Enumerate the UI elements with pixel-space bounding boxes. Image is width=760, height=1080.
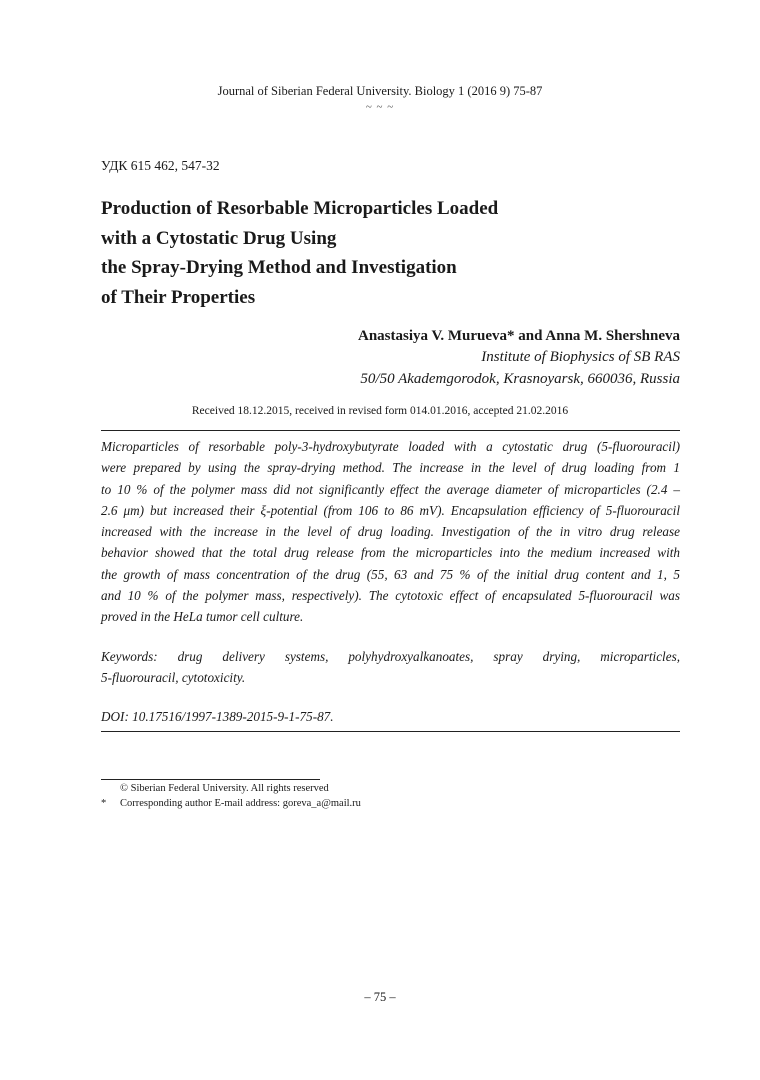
doi: DOI: 10.17516/1997-1389-2015-9-1-75-87. <box>101 709 334 724</box>
page-number: – 75 – <box>364 990 396 1004</box>
keywords-line: Keywords: drug delivery systems, polyhydroxyalkanoates, spray drying, microparticles, <box>101 649 680 664</box>
udk-code: УДК 615 462, 547-32 <box>101 158 220 173</box>
title-line: with a Cytostatic Drug Using <box>101 227 337 249</box>
corresponding-author-text: Corresponding author E-mail address: goreva_a@mail.ru <box>120 798 361 809</box>
title-line: of Their Properties <box>101 286 256 308</box>
bottom-divider <box>101 731 680 732</box>
abstract-line: to 10 % of the polymer mass did not significantly effect the average diameter of microparticles (2.4 – <box>101 481 680 497</box>
affiliation <box>360 346 680 390</box>
authors: Anastasiya V. Murueva* and Anna M. Shershneva <box>357 328 680 344</box>
header-ornament: ~ ~ ~ <box>365 101 395 113</box>
copyright-text: © Siberian Federal University. All rights reserved <box>120 783 329 794</box>
copyright-footnote <box>101 783 329 794</box>
abstract-line: and 10 % of the polymer mass, respectively). The cytotoxic effect of encapsulated 5-fluorouracil was <box>101 588 680 604</box>
abstract-line: increased with the increase in the level of drug loading. Investigation of the in vitro drug release <box>101 524 680 540</box>
journal-header: Journal of Siberian Federal University. Biology 1 (2016 9) 75-87 <box>217 84 543 98</box>
keywords-line: 5-fluorouracil, cytotoxicity. <box>101 670 246 686</box>
received-dates: Received 18.12.2015, received in revised form 014.01.2016, accepted 21.02.2016 <box>191 405 569 417</box>
abstract-line: proved in the HeLa tumor cell culture. <box>101 609 304 625</box>
abstract-line: 2.6 μm) but increased their ξ-potential (from 106 to 86 mV). Encapsulation efficiency of 5-fluorouracil <box>101 502 680 518</box>
footnote-divider <box>101 779 320 780</box>
address: 50/50 Akademgorodok, Krasnoyarsk, 660036, Russia <box>360 371 680 387</box>
abstract-line: Microparticles of resorbable poly-3-hydroxybutyrate loaded with a cytostatic drug (5-fluorouracil) <box>101 439 680 454</box>
title-line: Production of Resorbable Microparticles Loaded <box>101 198 499 219</box>
asterisk-mark: * <box>101 798 107 809</box>
corresponding-author-footnote <box>101 798 361 809</box>
abstract-line: were prepared by using the spray-drying method. The increase in the level of drug loading from 1 <box>101 460 680 476</box>
abstract-line: behavior showed that the total drug release from the microparticles into the medium increased with <box>101 545 680 561</box>
top-divider <box>101 430 680 431</box>
title-line: the Spray-Drying Method and Investigation <box>101 257 457 278</box>
institute: Institute of Biophysics of SB RAS <box>481 349 680 365</box>
paper-title <box>101 194 621 312</box>
abstract <box>101 436 680 628</box>
keywords <box>101 646 680 689</box>
abstract-line: the growth of mass concentration of the drug (55, 63 and 75 % of the initial drug content and 1, 5 <box>101 566 680 582</box>
